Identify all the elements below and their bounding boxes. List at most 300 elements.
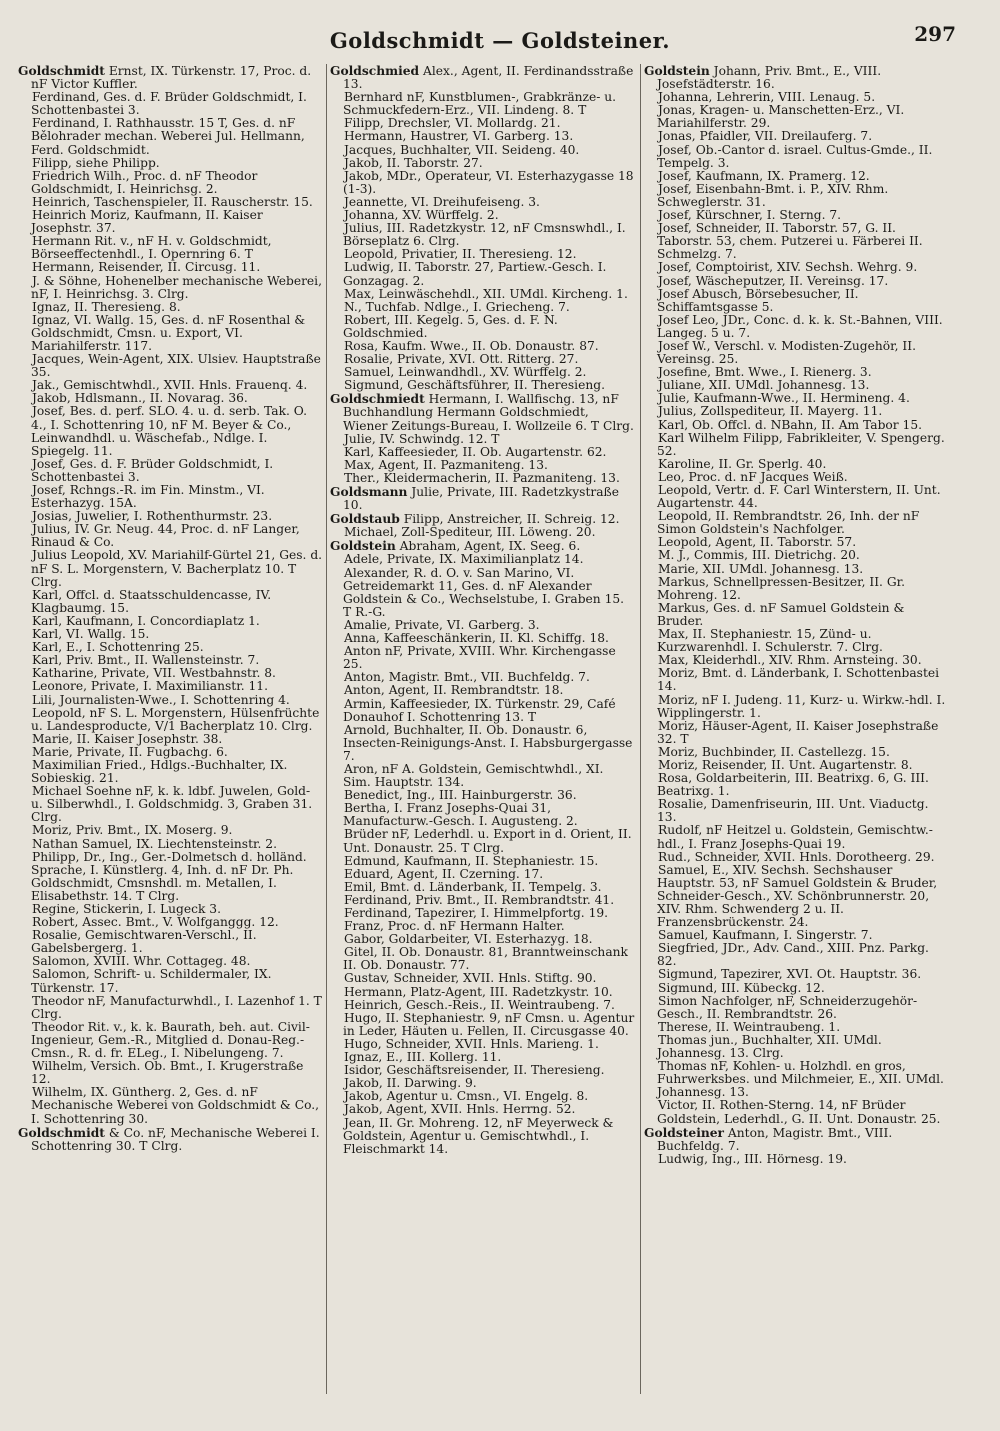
continuation-dash [330,698,344,711]
directory-entry [330,539,635,553]
entry-text: Leopold, Privatier, II. Theresieng. 12. [344,247,577,262]
continuation-dash [330,314,344,327]
continuation-dash [644,982,658,995]
entry-text: Josef Abusch, Börsebesucher, II. Schiffamtsgasse 5. [657,286,859,314]
entry-text: Josef, Ob.-Cantor d. israel. Cultus-Gmde., II. Tempelg. 3. [657,142,933,170]
directory-entry [644,288,949,314]
continuation-dash [644,484,658,497]
page-number: 297 [914,22,956,46]
entry-text: Moriz, Reisender, II. Unt. Augartenstr. 8. [658,757,913,772]
entry-text: Isidor, Geschäftsreisender, II. Theresieng. [344,1063,605,1078]
continuation-dash [644,694,658,707]
continuation-dash [18,667,32,680]
continuation-dash [18,510,32,523]
surname-heading: Goldstein [644,64,710,78]
entry-text: Karl, VI. Wallg. 15. [32,627,150,642]
entry-text: Theodor nF, Manufacturwhdl., I. Lazenhof 1. T Clrg. [31,993,322,1021]
directory-entry [18,549,323,588]
surname-heading: Goldstein [330,538,396,554]
entry-text: Johanna, Lehrerin, VIII. Lenaug. 5. [658,90,876,105]
continuation-dash [330,301,344,314]
continuation-dash [18,785,32,798]
entry-text: Bertha, I. Franz Josephs-Quai 31, Manufacturw.-Gesch. I. Augusteng. 2. [343,801,578,829]
continuation-dash [18,628,32,641]
entry-text: Ferdinand, Tapezirer, I. Himmelpfortg. 19. [344,906,609,920]
continuation-dash [644,510,658,523]
directory-entry [644,510,949,536]
continuation-dash [644,759,658,772]
directory-entry [18,759,323,785]
directory-entry [644,772,949,798]
directory-entry [644,864,949,929]
entry-text: Julie, Private, III. Radetzkystraße 10. [343,485,619,513]
continuation-dash [330,366,344,379]
entry-text: Rosalie, Private, XVI. Ott. Ritterg. 27. [344,352,579,367]
continuation-dash [644,536,658,549]
continuation-dash [18,484,32,497]
entry-text: Josef, Kaufmann, IX. Pramerg. 12. [658,168,870,183]
continuation-dash [330,144,344,157]
entry-text: Hermann, Haustrer, VI. Garberg. 13. [344,129,574,144]
entry-text: Josef, Ges. d. F. Brüder Goldschmidt, I. Schottenbastei 3. [31,456,274,484]
entry-text: Adele, Private, IX. Maximilianplatz 14. [344,552,584,567]
continuation-dash [18,117,32,130]
continuation-dash [644,720,658,733]
entry-text: Rudolf, nF Heitzel u. Goldstein, Gemischtw.-hdl., I. Franz Josephs-Quai 19. [657,823,933,851]
continuation-dash [18,458,32,471]
continuation-dash [644,275,658,288]
continuation-dash [18,235,32,248]
directory-entry [18,91,323,117]
directory-entry [18,785,323,824]
continuation-dash [330,1064,344,1077]
directory-entry [644,1034,949,1060]
continuation-dash [330,855,344,868]
continuation-dash [18,615,32,628]
entry-text: Hermann, I. Wallfischg. 13, nF Buchhandlung Hermann Goldschmiedt, Wiener Zeitungs-Bureau, I. Wollzeile 6. T Clrg. [343,392,634,433]
continuation-dash [644,1021,658,1034]
entry-text: Hermann, Reisender, II. Circusg. 11. [32,260,261,275]
continuation-dash [18,995,32,1008]
continuation-dash [18,91,32,104]
entry-text: Abraham, Agent, IX. Seeg. 6. [399,539,581,554]
directory-entry [644,602,949,628]
entry-text: Jakob, Agentur u. Cmsn., VI. Engelg. 8. [344,1089,589,1104]
entry-text: Karl, Offcl. d. Staatsschuldencasse, IV. Klagbaumg. 15. [31,587,272,615]
continuation-dash [18,824,32,837]
continuation-dash [644,942,658,955]
directory-entry [18,589,323,615]
continuation-dash [330,209,344,222]
entry-text: Thomas nF, Kohlen- u. Holzhdl. en gros, Fuhrwerksbes. und Milchmeier, E., XII. UMdl. Johannesg. 13. [657,1059,944,1100]
entry-text: Wilhelm, Versich. Ob. Bmt., I. Krugerstraße 12. [31,1059,304,1087]
continuation-dash [330,724,344,737]
entry-text: Anton, Agent, II. Rembrandtstr. 18. [344,683,564,698]
entry-text: Jak., Gemischtwhdl., XVII. Hnls. Frauenq. 4. [32,378,308,393]
continuation-dash [644,314,658,327]
continuation-dash [644,576,658,589]
continuation-dash [330,789,344,802]
page-header [0,22,1000,62]
entry-text: Eduard, Agent, II. Czerning. 17. [344,866,544,881]
continuation-dash [18,209,32,222]
entry-text: Josefine, Bmt. Wwe., I. Rienerg. 3. [658,365,872,380]
directory-column-3 [644,64,949,1394]
continuation-dash [644,458,658,471]
continuation-dash [330,222,344,235]
entry-text: Moriz, Bmt. d. Länderbank, I. Schottenbastei 14. [657,666,940,694]
entry-text: Josef, Kürschner, I. Sterng. 7. [658,208,842,223]
entry-text: Julius, III. Radetzkystr. 12, nF Cmsnswhdl., I. Börseplatz 6. Clrg. [343,221,626,249]
entry-text: Samuel, E., XIV. Sechsh. Sechshauser Hauptstr. 53, nF Samuel Goldstein & Bruder, Schneider-Gesch., XV. Schönbrunnerstr. 20, XIV. Rhm. Schwenderg 2 u. II. Franzensbrückenstr. 24. [657,862,938,930]
continuation-dash [644,432,658,445]
directory-entry [330,724,635,763]
continuation-dash [644,419,658,432]
directory-entry [644,1060,949,1099]
entry-text: Anton nF, Private, XVIII. Whr. Kirchengasse 25. [343,644,616,672]
entry-text: Sigmund, III. Kübeckg. 12. [658,980,825,995]
entry-text: Arnold, Buchhalter, II. Ob. Donaustr. 6, Insecten-Reinigungs-Anst. I. Habsburgergasse 7. [343,722,633,763]
directory-entry [644,1126,949,1153]
continuation-dash [18,301,32,314]
entry-text: Rosalie, Gemischtwaren-Verschl., II. Gabelsbergerg. 1. [31,928,257,956]
continuation-dash [18,680,32,693]
continuation-dash [330,459,344,472]
continuation-dash [330,1090,344,1103]
entry-text: Jacques, Wein-Agent, XIX. Ulsiev. Hauptstraße 35. [31,352,321,380]
directory-entry [330,567,635,619]
entry-text: Ferdinand, Ges. d. F. Brüder Goldschmidt, I. Schottenbastei 3. [31,90,307,118]
continuation-dash [644,654,658,667]
entry-text: Friedrich Wilh., Proc. d. nF Theodor Goldschmidt, I. Heinrichsg. 2. [31,168,258,196]
entry-text: Julius Leopold, XV. Mariahilf-Gürtel 21, Ges. d. nF S. L. Morgenstern, V. Bacherplatz 10. T Clrg. [31,548,323,589]
entry-text: Edmund, Kaufmann, II. Stephaniestr. 15. [344,853,599,868]
continuation-dash [18,1060,32,1073]
entry-text: Julie, IV. Schwindg. 12. T [344,431,500,446]
continuation-dash [644,864,658,877]
entry-text: Johanna, XV. Würffelg. 2. [344,208,499,223]
directory-entry [18,851,323,903]
entry-text: Ignaz, E., III. Kollerg. 11. [344,1050,502,1065]
entry-text: Josias, Juwelier, I. Rothenthurmstr. 23. [32,509,273,524]
directory-entry [18,484,323,510]
entry-text: Julius, Zollspediteur, II. Mayerg. 11. [658,404,883,419]
entry-text: J. & Söhne, Hohenelber mechanische Weberei, nF, I. Heinrichsg. 3. Clrg. [31,273,322,301]
directory-entry [644,798,949,824]
continuation-dash [330,567,344,580]
continuation-dash [644,667,658,680]
entry-text: Moriz, Buchbinder, II. Castellezg. 15. [658,744,890,759]
continuation-dash [18,549,32,562]
entry-text: Leo, Proc. d. nF Jacques Weiß. [658,469,848,484]
continuation-dash [330,881,344,894]
entry-text: Josef Leo, JDr., Conc. d. k. k. St.-Bahnen, VIII. Langeg. 5 u. 7. [657,312,943,340]
entry-text: Rosa, Goldarbeiterin, III. Beatrixg. 6, G. III. Beatrixg. 1. [657,771,929,799]
continuation-dash [18,733,32,746]
entry-text: Jakob, MDr., Operateur, VI. Esterhazygasse 18 (1-3). [343,168,634,196]
continuation-dash [644,746,658,759]
continuation-dash [644,772,658,785]
continuation-dash [644,1060,658,1073]
directory-entry [18,235,323,261]
continuation-dash [330,91,344,104]
entry-text: Johann, Priv. Bmt., E., VIII. Josefstädterstr. 16. [657,64,882,92]
continuation-dash [18,746,32,759]
entry-text: Therese, II. Weintraubeng. 1. [658,1019,841,1034]
entry-text: Jakob, II. Taborstr. 27. [344,155,483,170]
continuation-dash [330,907,344,920]
entry-text: Josef, Rchngs.-R. im Fin. Minstm., VI. Esterhazyg. 15A. [31,483,265,511]
entry-text: Robert, Assec. Bmt., V. Wolfganggg. 12. [32,915,279,930]
entry-text: Leopold, nF S. L. Morgenstern, Hülsenfrüchte u. Landesproducte, V/1 Bacherplatz 10. Clrg. [31,705,320,733]
continuation-dash [644,366,658,379]
continuation-dash [330,933,344,946]
continuation-dash [18,968,32,981]
entry-text: Regine, Stickerin, I. Lugeck 3. [32,902,221,916]
continuation-dash [18,196,32,209]
entry-text: Hugo, Schneider, XVII. Hnls. Marieng. 1. [344,1036,599,1051]
continuation-dash [18,955,32,968]
continuation-dash [330,340,344,353]
entry-text: Ludwig, II. Taborstr. 27, Partiew.-Gesch. I. Gonzagag. 2. [343,260,607,288]
surname-heading: Goldschmidt [18,64,105,78]
entry-text: Victor, II. Rothen-Sterng. 14, nF Brüder Goldstein, Lederhdl., G. II. Unt. Donaustr. 25. [657,1098,941,1126]
continuation-dash [644,379,658,392]
continuation-dash [330,1077,344,1090]
directory-entry [644,484,949,510]
directory-entry [18,275,323,301]
directory-entry [644,314,949,340]
directory-entry [644,340,949,366]
directory-columns [18,64,958,1394]
entry-text: Filipp, Anstreicher, II. Schreig. 12. [403,512,620,527]
entry-text: Michael Soehne nF, k. k. ldbf. Juwelen, Gold- u. Silberwhdl., I. Goldschmidg. 3, Graben 31. Clrg. [31,784,313,825]
directory-entry [644,144,949,170]
directory-entry [18,995,323,1021]
entry-text: & Co. nF, Mechanische Weberei I. Schottenring 30. T Clrg. [31,1125,320,1153]
entry-text: Marie, II. Kaiser Josephstr. 38. [32,731,223,746]
continuation-dash [18,903,32,916]
entry-text: Josef W., Verschl. v. Modisten-Zugehör, II. Vereinsg. 25. [657,338,916,367]
entry-text: Benedict, Ing., III. Hainburgerstr. 36. [344,788,577,803]
entry-text: Alexander, R. d. O. v. San Marino, VI. Getreidemarkt 11, Ges. d. nF Alexander Goldstein & Co., Wechselstube, I. Graben 15. T R.-G. [343,565,625,619]
entry-text: Karl, Priv. Bmt., II. Wallensteinstr. 7. [32,653,260,668]
directory-entry [18,1126,323,1153]
directory-entry [644,667,949,693]
directory-entry [330,91,635,117]
continuation-dash [644,340,658,353]
entry-text: Moriz, Häuser-Agent, II. Kaiser Josephstraße 32. T [657,718,939,746]
entry-text: Bernhard nF, Kunstblumen-, Grabkränze- u. Schmuckfedern-Erz., VII. Lindeng. 8. T [343,90,617,118]
continuation-dash [330,671,344,684]
entry-text: Anton, Magistr. Bmt., VIII. Buchfeldg. 7. [657,1125,893,1153]
entry-text: Josef, Comptoirist, XIV. Sechsh. Wehrg. 9. [658,260,918,275]
entry-text: Max, Kleiderhdl., XIV. Rhm. Arnsteing. 30. [658,653,922,668]
entry-text: Philipp, Dr., Ing., Ger.-Dolmetsch d. holländ. Sprache, I. Künstlerg. 4, Inh. d. nF Dr. Ph. Goldschmidt, Cmsnshdl. m. Metallen, I. Elisabethstr. 14. T Clrg. [31,849,307,903]
entry-text: M. J., Commis, III. Dietrichg. 20. [658,548,860,563]
directory-entry [330,645,635,671]
entry-text: Anton, Magistr. Bmt., VII. Buchfeldg. 7. [344,670,590,685]
entry-text: Karl, Ob. Offcl. d. NBahn, II. Am Tabor 15. [658,417,923,432]
directory-entry [330,698,635,724]
entry-text: Ernst, IX. Türkenstr. 17, Proc. d. nF Victor Kuffler. [31,64,312,92]
entry-text: Rosalie, Damenfriseurin, III. Unt. Viaductg. 13. [657,797,929,825]
entry-text: Robert, III. Kegelg. 5, Ges. d. F. N. Goldschmied. [343,312,558,340]
directory-entry [18,209,323,235]
entry-text: Filipp, siehe Philipp. [32,155,160,170]
continuation-dash [644,183,658,196]
continuation-dash [644,261,658,274]
directory-entry [330,222,635,248]
continuation-dash [330,802,344,815]
entry-text: Ignaz, II. Theresieng. 8. [32,299,181,314]
directory-entry [644,694,949,720]
surname-heading: Goldschmidt [18,1124,105,1140]
continuation-dash [330,1103,344,1116]
entry-text: Jonas, Pfaidler, VII. Dreilauferg. 7. [658,129,873,144]
entry-text: Alex., Agent, II. Ferdinandsstraße 13. [343,64,634,92]
entry-text: Leopold, Agent, II. Taborstr. 57. [658,535,857,550]
entry-text: Nathan Samuel, IX. Liechtensteinstr. 2. [32,836,277,851]
entry-text: Karl Wilhelm Filipp, Fabrikleiter, V. Spengerg. 52. [657,430,945,458]
directory-entry [18,405,323,457]
continuation-dash [18,694,32,707]
entry-text: Leopold, Vertr. d. F. Carl Winterstern, II. Unt. Augartenstr. 44. [657,483,941,511]
continuation-dash [644,1099,658,1112]
entry-text: Rud., Schneider, XVII. Hnls. Dorotheerg. 29. [658,849,935,864]
continuation-dash [18,314,32,327]
continuation-dash [644,549,658,562]
entry-text: Jakob, II. Darwing. 9. [344,1076,477,1091]
entry-text: Max, Agent, II. Pazmaniteng. 13. [344,457,548,472]
entry-text: Karoline, II. Gr. Sperlg. 40. [658,456,827,471]
continuation-dash [330,1051,344,1064]
entry-text: Ferdinand, Priv. Bmt., II. Rembrandtstr. 41. [344,892,615,907]
continuation-dash [18,589,32,602]
entry-text: Ther., Kleidermacherin, II. Pazmaniteng. 13. [344,470,620,485]
directory-column-2 [330,64,635,1394]
entry-text: Marie, Private, II. Fugbachg. 6. [32,744,228,759]
continuation-dash [18,838,32,851]
entry-text: Julius, IV. Gr. Neug. 44, Proc. d. nF Langer, Rinaud & Co. [31,522,300,550]
continuation-dash [18,170,32,183]
entry-text: Gitel, II. Ob. Donaustr. 81, Branntweinschank II. Ob. Donaustr. 77. [343,945,628,973]
directory-entry [330,512,635,526]
continuation-dash [644,288,658,301]
continuation-dash [330,433,344,446]
continuation-dash [644,222,658,235]
entry-text: Karl, E., I. Schottenring 25. [32,640,204,655]
entry-text: Thomas jun., Buchhalter, XII. UMdl. Johannesg. 13. Clrg. [657,1032,882,1061]
continuation-dash [330,1012,344,1025]
directory-entry [18,117,323,156]
entry-text: Amalie, Private, VI. Garberg. 3. [344,617,540,632]
continuation-dash [330,986,344,999]
entry-text: Jonas, Kragen- u. Manschetten-Erz., VI. Mariahilferstr. 29. [657,103,905,131]
continuation-dash [330,553,344,566]
entry-text: Josef, Wäscheputzer, II. Vereinsg. 17. [658,273,889,288]
entry-text: Moriz, nF I. Judeng. 11, Kurz- u. Wirkw.-hdl. I. Wipplingerstr. 1. [657,692,946,720]
continuation-dash [644,968,658,981]
entry-text: Siegfried, JDr., Adv. Cand., XIII. Pnz. Parkg. 82. [657,941,929,969]
continuation-dash [330,894,344,907]
continuation-dash [18,916,32,929]
directory-entry [330,64,635,91]
entry-text: Marie, XII. UMdl. Johannesg. 13. [658,561,864,576]
entry-text: Heinrich Moriz, Kaufmann, II. Kaiser Josephstr. 37. [31,208,263,236]
directory-entry [644,432,949,458]
directory-entry [644,628,949,654]
directory-entry [330,261,635,287]
running-head: Goldschmidt — Goldsteiner. [329,28,671,53]
directory-entry [18,353,323,379]
entry-text: Markus, Schnellpressen-Besitzer, II. Gr. Mohreng. 12. [657,574,906,602]
directory-entry [18,314,323,353]
directory-entry [330,392,635,432]
entry-text: Samuel, Kaufmann, I. Singerstr. 7. [658,928,873,943]
surname-heading: Goldsteiner [644,1124,725,1140]
continuation-dash [18,405,32,418]
entry-text: Juliane, XII. UMdl. Johannesg. 13. [658,378,870,393]
entry-text: Gustav, Schneider, XVII. Hnls. Stiftg. 90. [344,971,597,986]
directory-entry [18,458,323,484]
entry-text: Gabor, Goldarbeiter, VI. Esterhazyg. 18. [344,932,593,947]
entry-text: Salomon, Schrift- u. Schildermaler, IX. Türkenstr. 17. [31,967,272,995]
entry-text: Max, II. Stephaniestr. 15, Zünd- u. Kurzwarenhdl. I. Schulerstr. 7. Clrg. [657,627,883,655]
entry-text: Karl, Kaufmann, I. Concordiaplatz 1. [32,613,260,628]
directory-entry [644,222,949,261]
entry-text: Armin, Kaffeesieder, IX. Türkenstr. 29, Café Donauhof I. Schottenring 13. T [343,696,616,724]
continuation-dash [644,91,658,104]
continuation-dash [644,471,658,484]
directory-entry [644,942,949,968]
entry-text: Maximilian Fried., Hdlgs.-Buchhalter, IX. Sobieskig. 21. [31,757,288,786]
continuation-dash [18,379,32,392]
entry-text: Jeannette, VI. Dreihufeiseng. 3. [344,194,540,209]
continuation-dash [330,248,344,261]
continuation-dash [644,144,658,157]
directory-entry [18,523,323,549]
directory-entry [330,314,635,340]
directory-entry [18,64,323,91]
entry-text: Jean, II. Gr. Mohreng. 12, nF Meyerweck & Goldstein, Agentur u. Gemischtwhdl., I. Fleischmarkt 14. [343,1115,614,1156]
directory-entry [330,1012,635,1038]
continuation-dash [18,275,32,288]
directory-entry [330,763,635,789]
continuation-dash [330,261,344,274]
directory-entry [644,824,949,850]
entry-text: Hermann Rit. v., nF H. v. Goldschmidt, Börseeffectenhdl., I. Opernring 6. T [31,234,272,262]
entry-text: Max, Leinwäschehdl., XII. UMdl. Kircheng. 1. [344,286,628,301]
continuation-dash [330,920,344,933]
directory-entry [18,929,323,955]
entry-text: Moriz, Priv. Bmt., IX. Moserg. 9. [32,823,233,838]
continuation-dash [330,157,344,170]
continuation-dash [644,995,658,1008]
continuation-dash [644,1034,658,1047]
entry-text: Michael, Zoll-Spediteur, III. Löweng. 20. [344,525,596,540]
continuation-dash [18,1086,32,1099]
entry-text: Leonore, Private, I. Maximilianstr. 11. [32,679,268,694]
entry-text: Samuel, Leinwandhdl., XV. Würffelg. 2. [344,365,587,380]
entry-text: Ludwig, Ing., III. Hörnesg. 19. [658,1151,847,1166]
entry-text: Brüder nF, Lederhdl. u. Export in d. Orient, II. Unt. Donaustr. 25. T Clrg. [343,827,632,855]
continuation-dash [18,759,32,772]
continuation-dash [18,641,32,654]
surname-heading: Goldstaub [330,511,400,527]
entry-text: Aron, nF A. Goldstein, Gemischtwhdl., XI. Sim. Hauptstr. 134. [343,761,604,790]
entry-text: Ferdinand, I. Rathhausstr. 15 T, Ges. d. nF Bělohrader mechan. Weberei Jul. Hellmann, Ferd. Goldschmidt. [31,116,305,157]
